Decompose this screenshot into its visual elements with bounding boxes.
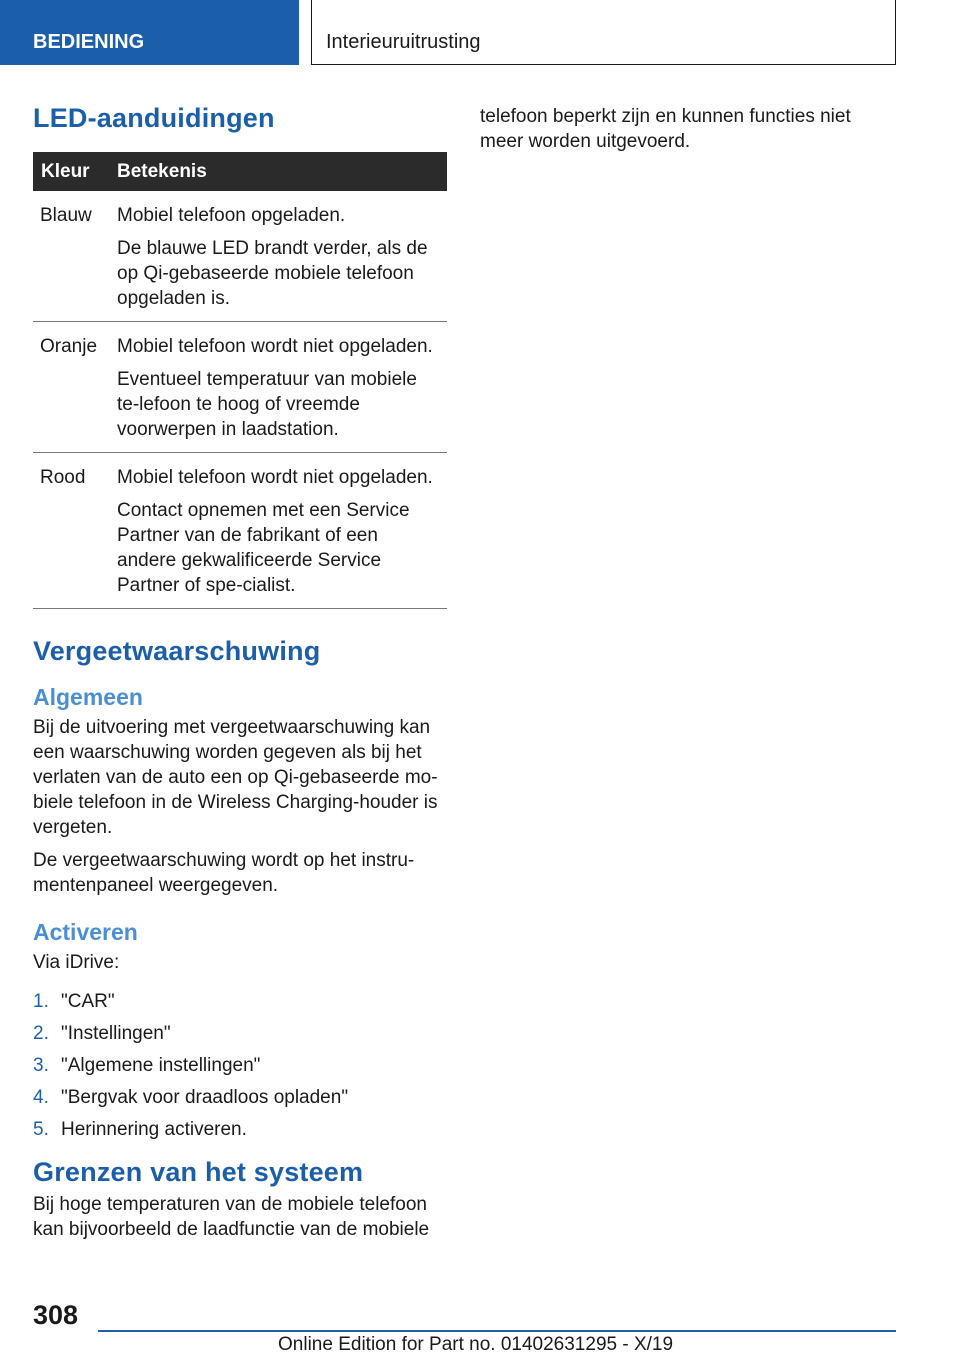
step-number: 4. — [33, 1087, 49, 1108]
footer-edition-text: Online Edition for Part no. 01402631295 - X/19 — [278, 1334, 674, 1355]
led-table-header-row — [33, 152, 447, 191]
list-item — [33, 1085, 447, 1110]
led-table-header-color: Kleur — [33, 152, 111, 191]
general-paragraph-1: Bij de uitvoering met vergeetwaarschuwing kan een waarschuwing worden gegeven als bij het verlaten van de auto een op Qi-gebaseerde mo-biele telefoon in de Wireless Charging-houder is vergeten. — [33, 717, 438, 838]
led-meaning-cell — [111, 322, 447, 453]
list-item — [33, 1117, 447, 1142]
limits-paragraph: Bij hoge temperaturen van de mobiele telefoon kan bijvoorbeeld de laadfunctie van de mobiele — [33, 1194, 430, 1240]
limits-section-title: Grenzen van het systeem — [33, 1157, 364, 1187]
step-text: "Bergvak voor draadloos opladen" — [61, 1087, 349, 1108]
led-table — [33, 152, 447, 609]
led-meaning-line: Contact opnemen met een Service Partner van de fabrikant of een andere gekwalificeerde Service Partner of spe-cialist. — [117, 500, 410, 596]
step-text: Herinnering activeren. — [61, 1119, 247, 1140]
led-meaning-line: Mobiel telefoon wordt niet opgeladen. — [117, 336, 433, 357]
led-color-cell: Oranje — [33, 322, 111, 453]
led-meaning-line: Mobiel telefoon wordt niet opgeladen. — [117, 467, 433, 488]
led-meaning-cell — [111, 191, 447, 322]
led-color-cell: Rood — [33, 453, 111, 609]
step-number: 1. — [33, 991, 49, 1012]
page-number: 308 — [33, 1300, 79, 1330]
list-item — [33, 989, 447, 1014]
list-item — [33, 1053, 447, 1078]
table-row — [33, 322, 447, 453]
header-chapter-title: Interieuruitrusting — [311, 0, 896, 65]
limits-paragraph-continued: telefoon beperkt zijn en kunnen functies niet meer worden uitgevoerd. — [480, 106, 851, 152]
led-table-header-meaning: Betekenis — [111, 152, 447, 191]
general-subtitle: Algemeen — [33, 684, 143, 710]
table-row — [33, 191, 447, 322]
step-number: 3. — [33, 1055, 49, 1076]
activate-subtitle: Activeren — [33, 919, 138, 945]
activate-intro: Via iDrive: — [33, 952, 120, 973]
list-item — [33, 1021, 447, 1046]
table-row — [33, 453, 447, 609]
general-paragraph-2: De vergeetwaarschuwing wordt op het instru-mentenpaneel weergegeven. — [33, 850, 415, 896]
footer-divider — [98, 1330, 896, 1332]
led-meaning-cell — [111, 453, 447, 609]
activate-steps-list — [33, 989, 447, 1142]
led-meaning-line: De blauwe LED brandt verder, als de op Qi-gebaseerde mobiele telefoon opgeladen is. — [117, 238, 428, 309]
led-meaning-line: Mobiel telefoon opgeladen. — [117, 205, 346, 226]
reminder-section-title: Vergeetwaarschuwing — [33, 636, 321, 666]
led-color-cell: Blauw — [33, 191, 111, 322]
step-text: "Algemene instellingen" — [61, 1055, 261, 1076]
step-number: 2. — [33, 1023, 49, 1044]
step-number: 5. — [33, 1119, 49, 1140]
step-text: "CAR" — [61, 991, 115, 1012]
left-column — [33, 98, 447, 1242]
led-meaning-line: Eventueel temperatuur van mobiele te-lefoon te hoog of vreemde voorwerpen in laadstation. — [117, 369, 417, 440]
right-column — [480, 104, 880, 154]
led-section-title: LED-aanduidingen — [33, 103, 275, 133]
step-text: "Instellingen" — [61, 1023, 171, 1044]
header-section-tab: BEDIENING — [0, 0, 299, 65]
